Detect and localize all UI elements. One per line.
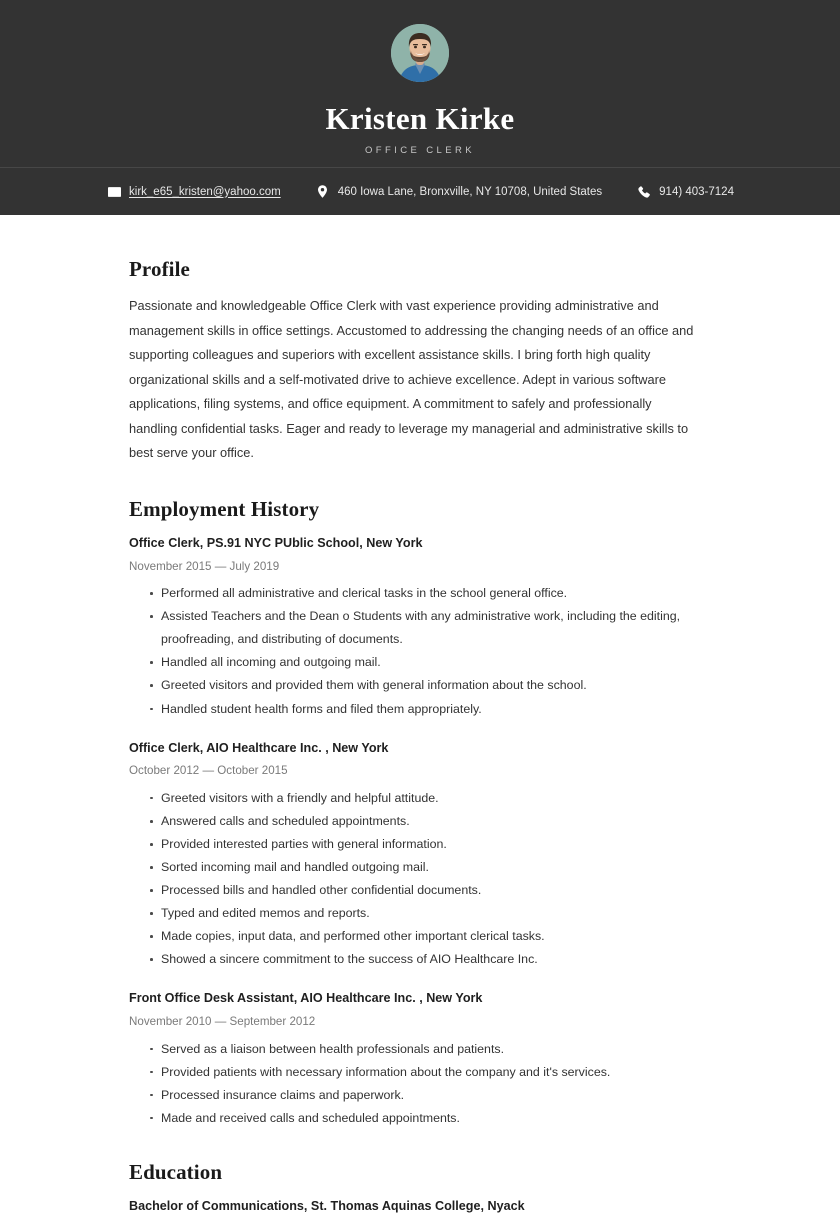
map-pin-icon (315, 184, 331, 200)
resume-body (0, 215, 840, 1216)
candidate-job-title: OFFICE CLERK (365, 145, 475, 157)
education-heading: Education (129, 1159, 223, 1184)
job-bullet: Provided patients with necessary information about the company and it's services. (129, 1061, 712, 1084)
job-bullets (129, 582, 712, 720)
envelope-icon (106, 184, 122, 200)
job-bullet: Served as a liaison between health professionals and patients. (129, 1038, 712, 1061)
job-bullet: Provided interested parties with general information. (129, 833, 712, 856)
resume-header (0, 0, 840, 167)
job-bullet: Made copies, input data, and performed other important clerical tasks. (129, 925, 712, 948)
job-dates: November 2010 — September 2012 (129, 1015, 316, 1029)
profile-text: Passionate and knowledgeable Office Clerk with vast experience providing administrative and management skills in office settings. Accustomed to addressing the changing needs of an office and supporting colleagues and superiors with excellent assistance skills. I bring forth high quality organizational skills and a self-motivated drive to achieve excellence. Adept in various software applications, filing systems, and office equipment. A commitment to safely and professionally handling confidential tasks. Eager and ready to leverage my managerial and administrative skills to best serve your office. (129, 298, 694, 461)
job-bullet: Processed insurance claims and paperwork. (129, 1084, 712, 1107)
job-bullet: Processed bills and handled other confidential documents. (129, 879, 712, 902)
job-bullet: Typed and edited memos and reports. (129, 902, 712, 925)
job-entry (129, 989, 712, 1130)
employment-heading: Employment History (129, 496, 320, 521)
job-dates: October 2012 — October 2015 (129, 764, 288, 778)
phone-text: 914) 403-7124 (659, 185, 734, 198)
job-title: Office Clerk, PS.91 NYC PUblic School, New York (129, 535, 423, 550)
contact-address (315, 184, 602, 200)
job-bullet: Showed a sincere commitment to the success of AIO Healthcare Inc. (129, 948, 712, 971)
job-entry (129, 534, 712, 721)
job-bullet: Handled all incoming and outgoing mail. (129, 651, 712, 674)
job-title: Office Clerk, AIO Healthcare Inc. , New York (129, 740, 389, 755)
job-bullets (129, 787, 712, 972)
email-text[interactable]: kirk_e65_kristen@yahoo.com (129, 185, 281, 198)
job-bullet: Made and received calls and scheduled appointments. (129, 1107, 712, 1130)
section-employment-history (129, 497, 712, 1130)
job-title: Front Office Desk Assistant, AIO Healthcare Inc. , New York (129, 991, 483, 1006)
avatar (391, 24, 449, 82)
profile-heading: Profile (129, 257, 190, 281)
job-bullet: Handled student health forms and filed them appropriately. (129, 698, 712, 721)
phone-icon (636, 184, 652, 200)
section-education (129, 1160, 712, 1216)
contact-bar (0, 167, 840, 215)
job-bullet: Performed all administrative and clerical tasks in the school general office. (129, 582, 712, 605)
job-bullet: Sorted incoming mail and handled outgoing mail. (129, 856, 712, 879)
candidate-name: Kristen Kirke (325, 101, 515, 136)
job-bullet: Greeted visitors with a friendly and helpful attitude. (129, 787, 712, 810)
section-profile (129, 257, 712, 466)
job-bullet: Assisted Teachers and the Dean o Students with any administrative work, including the editing, proofreading, and distributing of documents. (129, 605, 712, 651)
job-dates: November 2015 — July 2019 (129, 559, 280, 573)
contact-email[interactable] (106, 184, 281, 200)
education-entry: Bachelor of Communications, St. Thomas Aquinas College, Nyack (129, 1198, 525, 1213)
job-bullets (129, 1038, 712, 1130)
contact-phone (636, 184, 734, 200)
job-bullet: Greeted visitors and provided them with general information about the school. (129, 674, 712, 697)
address-text: 460 Iowa Lane, Bronxville, NY 10708, United States (337, 185, 603, 198)
job-entry (129, 739, 712, 972)
job-bullet: Answered calls and scheduled appointments. (129, 810, 712, 833)
